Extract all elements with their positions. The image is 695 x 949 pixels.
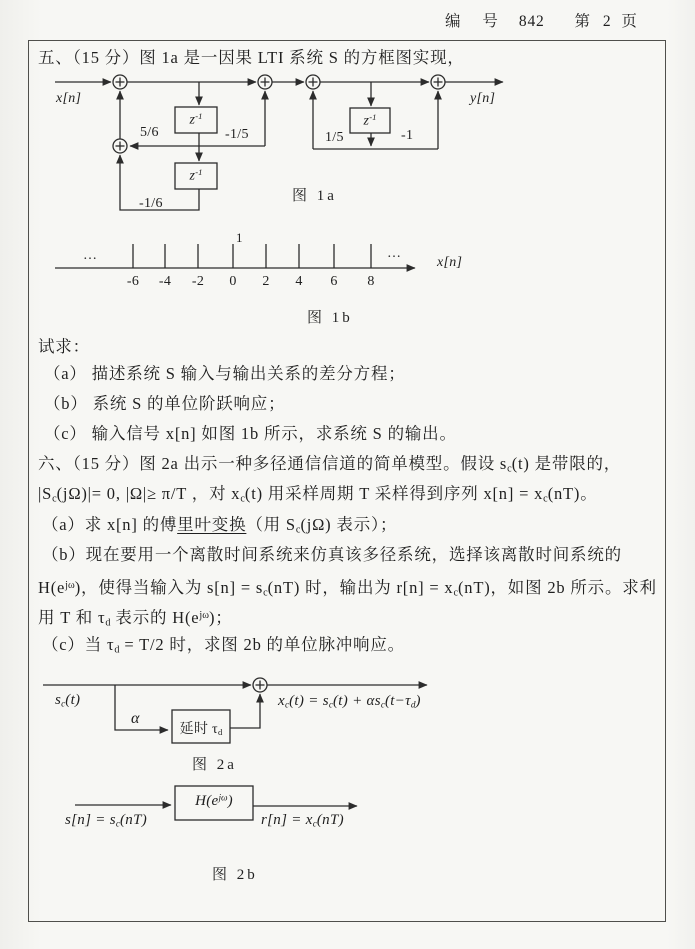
doc-number-label: 编 号 — [445, 13, 507, 30]
fig2b-input-label: $s[n] = s_c(nT)$ — [65, 812, 148, 830]
fig1a-lines — [35, 70, 515, 212]
fig2b-lines — [35, 782, 515, 882]
ask-label: 试求： — [38, 337, 90, 356]
fig1b-caption: 图 1b — [307, 310, 353, 326]
fig1b-axis-label: x[n] — [437, 255, 463, 270]
item-a-underlined: 里叶变换 — [177, 515, 247, 534]
problem5-item-a: （a） 描述系统 S 输入与输出关系的差分方程； — [44, 364, 406, 383]
fig1a-input-label: x[n] — [56, 91, 82, 106]
gain-label-56: 5/6 — [140, 125, 159, 140]
tick-label: 0 — [229, 274, 237, 289]
delay-box-label: $z^{-1}$ — [363, 112, 377, 129]
fig2b-output-label: $r[n] = x_c(nT)$ — [261, 812, 344, 830]
problem6-item-b-line1: （b）现在要用一个离散时间系统来仿真该多径系统，选择该离散时间系统的 — [42, 545, 622, 564]
page-number: 2 — [602, 13, 612, 30]
branch-path — [115, 685, 168, 730]
fig2b-diagram — [35, 782, 515, 882]
item-a-post: （用 $S_c(j\Omega)$ 表示）； — [246, 515, 398, 536]
system-box-label: $H(e^{j\omega})$ — [195, 793, 233, 809]
problem6-item-b-line2: $H(e^{j\omega})$，使得当输入为 $s[n] = s_c(nT)$ 时，输出为 $r[n] = x_c(nT)$，如图 2b 所示。求利 — [38, 578, 657, 599]
page-label: 第 — [574, 13, 591, 30]
fig2a-lines — [35, 668, 515, 773]
fig1b-diagram — [35, 228, 515, 328]
ellipsis-left: … — [83, 248, 99, 263]
tick-label: -4 — [158, 274, 172, 289]
tick-label: 4 — [295, 274, 303, 289]
gain-label-m15: -1/5 — [225, 127, 249, 142]
adder-icon — [258, 75, 272, 89]
adder-icon — [253, 678, 267, 692]
adder-icon — [113, 139, 127, 153]
adder-icon — [431, 75, 445, 89]
problem6-line2: $|S_c(j\Omega)|= 0$, |Ω|≥ π/T ，对 $x_c(t)$ 用采样周期 T 采样得到序列 $x[n] = x_c(nT)$。 — [38, 484, 598, 505]
tick-label: -2 — [191, 274, 205, 289]
fig1a-diagram — [35, 70, 515, 212]
gain-label-15: 1/5 — [325, 130, 344, 145]
problem6-item-b-line3: 用 T 和 $\tau_d$ 表示的 $H(e^{j\omega})$； — [38, 608, 233, 629]
page-header — [445, 11, 638, 32]
problem6-item-a — [42, 514, 397, 541]
amplitude-label: 1 — [236, 230, 243, 245]
tick-label: 6 — [330, 274, 338, 289]
fig2a-output-equation: $x_c(t) = s_c(t) + \alpha s_c(t-\tau_d)$ — [278, 693, 421, 711]
problem6-line1: 六、（15 分）图 2a 出示一种多径通信信道的简单模型。假设 $s_c(t)$ 是带限的， — [38, 454, 622, 475]
tick-label: 8 — [367, 274, 375, 289]
delay-box-label: $z^{-1}$ — [189, 167, 203, 184]
alpha-label: α — [131, 710, 140, 727]
fig1a-output-label: y[n] — [470, 91, 496, 106]
gain-label-m16: -1/6 — [139, 196, 163, 211]
page-word: 页 — [621, 13, 638, 30]
ellipsis-right: … — [387, 246, 403, 261]
adder-icon — [113, 75, 127, 89]
problem6-item-c: （c）当 $\tau_d = T/2$ 时，求图 2b 的单位脉冲响应。 — [42, 635, 405, 656]
gain-label-m1: -1 — [401, 128, 414, 143]
adder-icon — [306, 75, 320, 89]
fig2b-caption: 图 2b — [212, 867, 258, 883]
item-a-pre: （a）求 x[n] 的傅 — [42, 515, 178, 534]
doc-number: 842 — [518, 13, 545, 30]
problem5-item-c: （c） 输入信号 x[n] 如图 1b 所示，求系统 S 的输出。 — [44, 424, 457, 443]
fig1a-caption: 图 1a — [292, 188, 337, 204]
fig2a-input-label: $s_c(t)$ — [55, 692, 81, 710]
problem5-item-b: （b） 系统 S 的单位阶跃响应； — [44, 394, 286, 413]
problem5-title: 五、（15 分）图 1a 是一因果 LTI 系统 S 的方框图实现， — [38, 48, 465, 67]
tick-label: 2 — [262, 274, 270, 289]
fig2a-caption: 图 2a — [192, 757, 237, 773]
fig2a-diagram — [35, 668, 515, 773]
delay-box-label: 延时 $\tau_d$ — [179, 722, 223, 738]
delay-box-label: $z^{-1}$ — [189, 111, 203, 128]
tick-label: -6 — [126, 274, 140, 289]
